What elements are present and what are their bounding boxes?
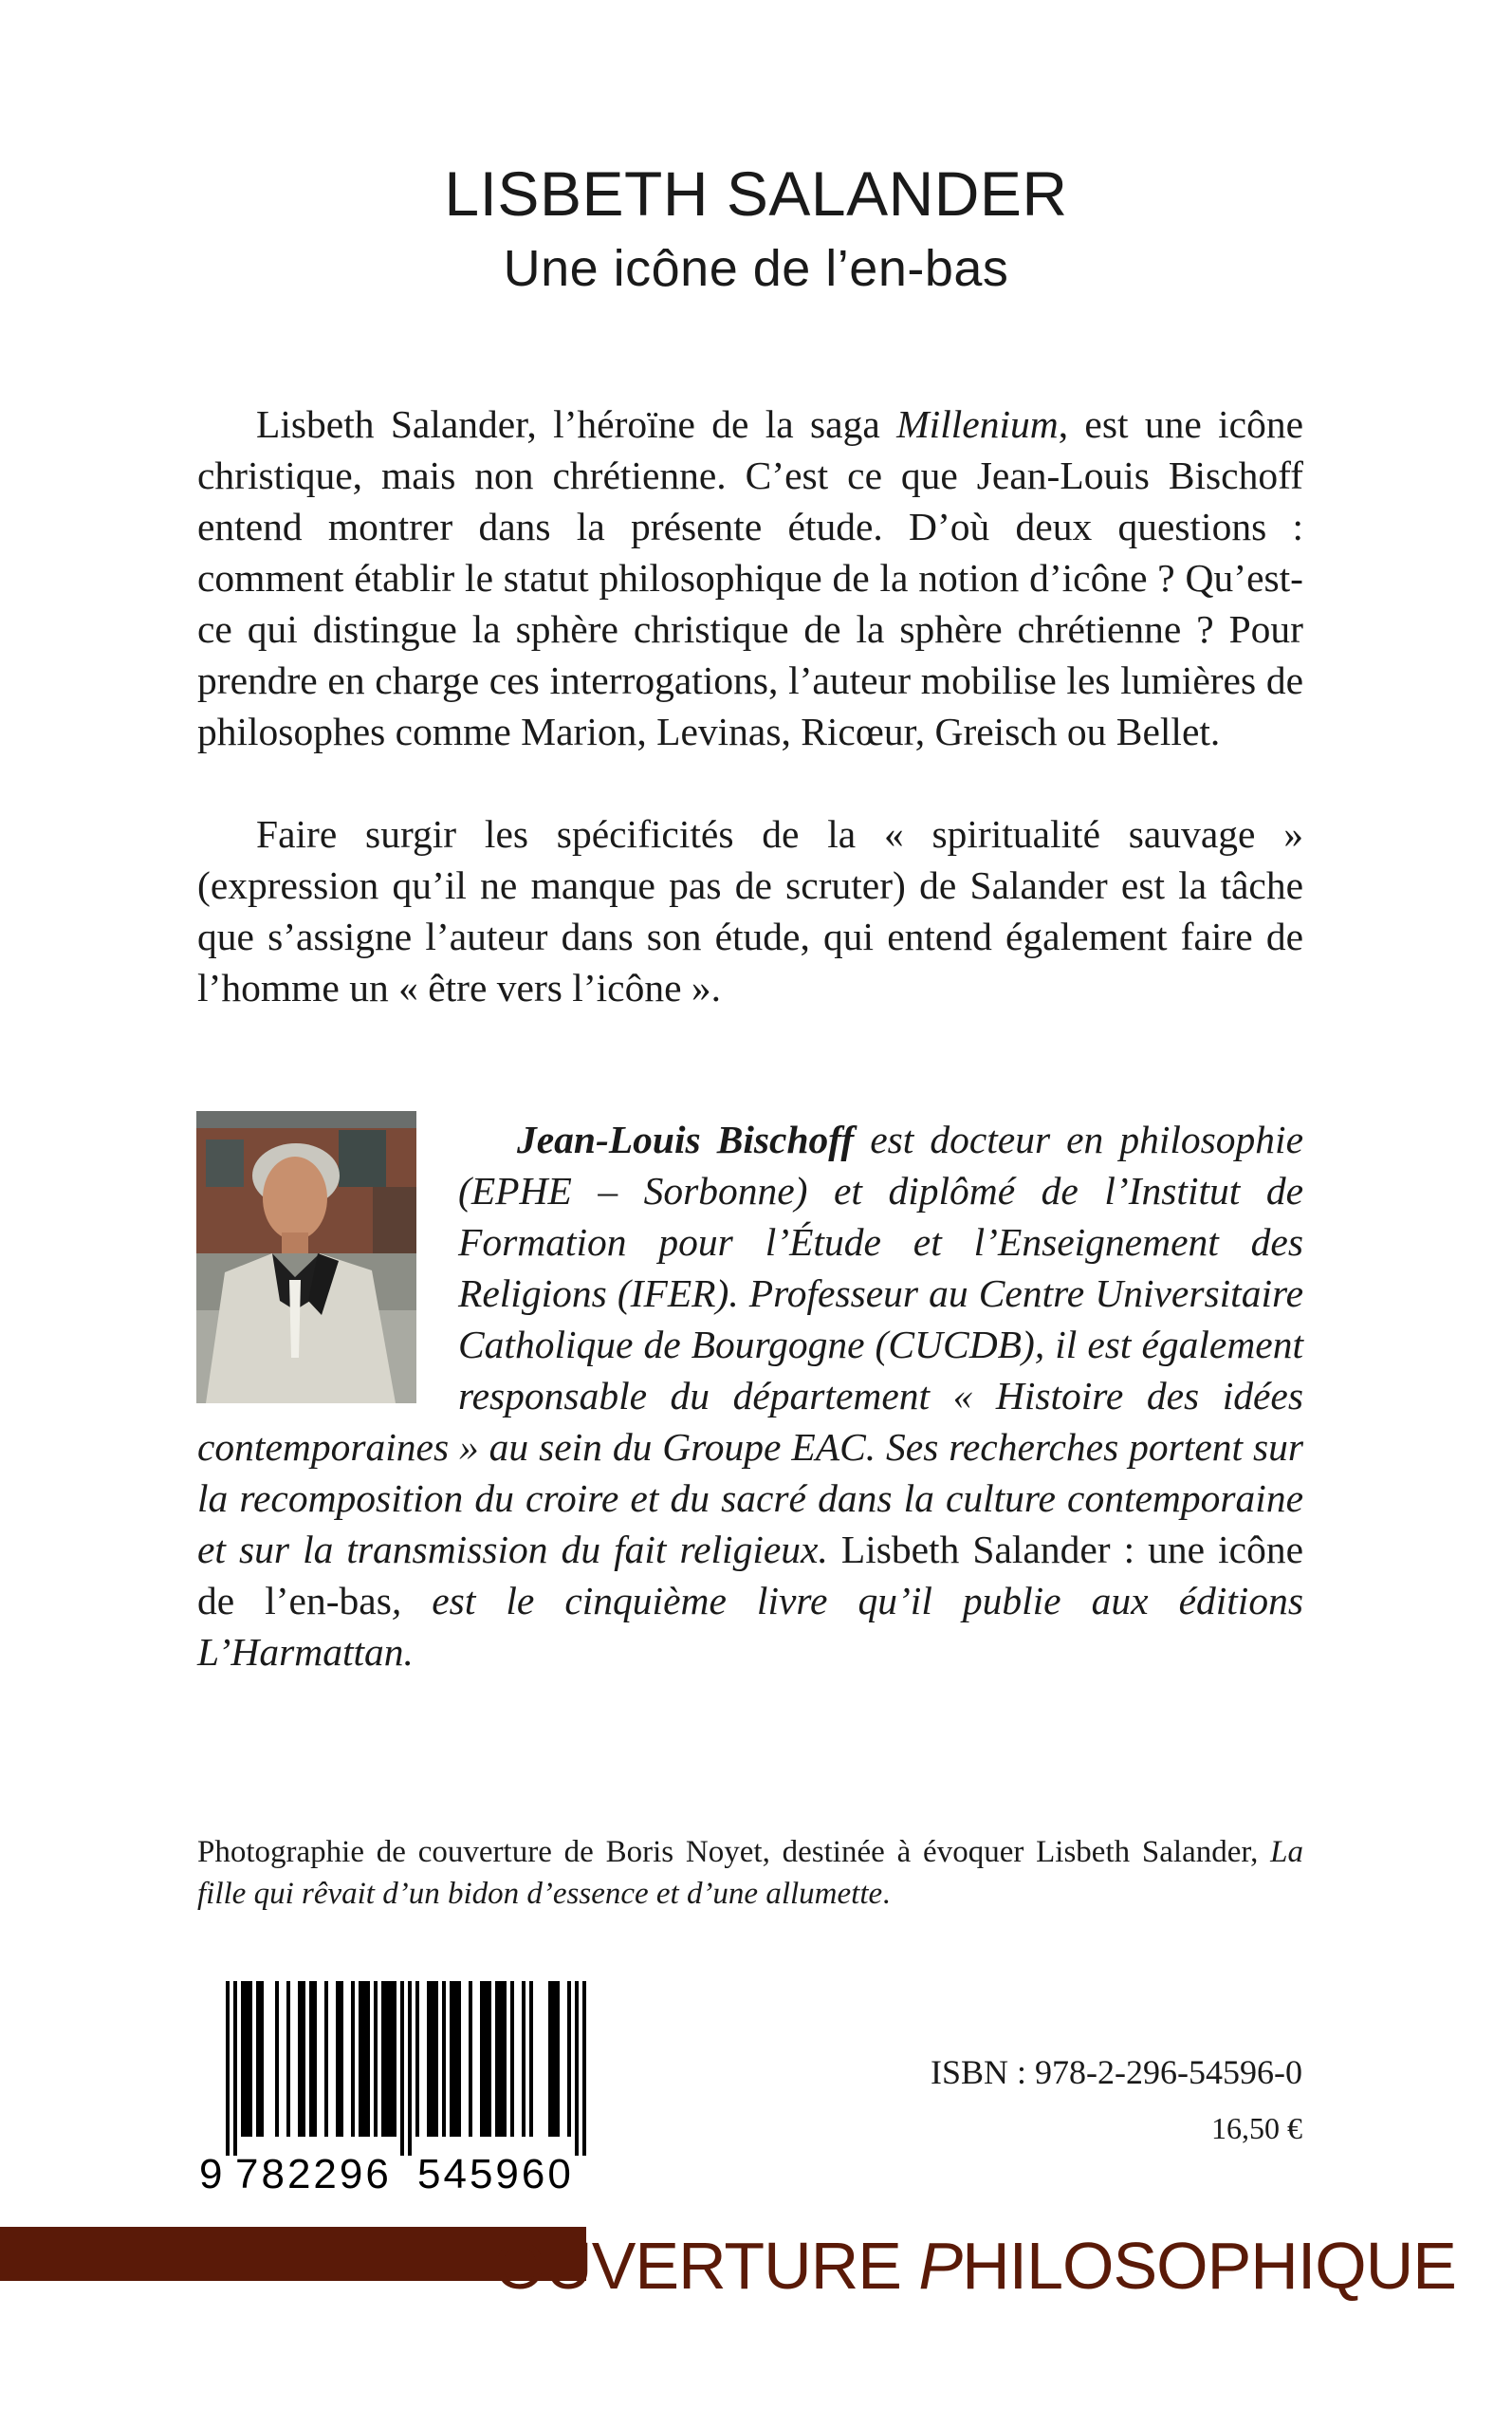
barcode-guard-bar [226, 1981, 230, 2156]
barcode-bar [431, 1981, 434, 2137]
barcode-bar [359, 1981, 362, 2137]
barcode-bar [522, 1981, 526, 2137]
barcode-bar [499, 1981, 503, 2137]
barcode-bar [548, 1981, 552, 2137]
series-name-part: HILOSOPHIQUE [962, 2229, 1456, 2303]
book-title: LISBETH SALANDER [444, 158, 1068, 229]
credit-work-title: La fille qui rêvait d’un bidon d’essence et d’une allumette [197, 1835, 1303, 1911]
barcode-bar [488, 1981, 491, 2137]
barcode-bar [393, 1981, 396, 2137]
isbn: ISBN : 978-2-296-54596-0 [931, 2053, 1302, 2091]
barcode-bar [374, 1981, 378, 2137]
barcode-bar [309, 1981, 313, 2137]
barcode-bar [503, 1981, 507, 2137]
summary-paragraph-1 [197, 398, 1303, 757]
barcode-guard-bar [582, 1981, 586, 2156]
barcode-bar [286, 1981, 290, 2137]
barcode-left-digits: 782296 [235, 2151, 392, 2196]
barcode-bar [495, 1981, 499, 2137]
barcode-bar [302, 1981, 305, 2137]
barcode-bar [275, 1981, 279, 2137]
barcode-bar [453, 1981, 457, 2137]
barcode-bar [260, 1981, 264, 2137]
barcode-first-digit: 9 [199, 2151, 223, 2196]
barcode-bar [434, 1981, 438, 2137]
summary-text: Lisbeth Salander, l’héroïne de la saga [256, 402, 897, 446]
barcode-bar [556, 1981, 560, 2137]
barcode-bar [336, 1981, 340, 2137]
barcode-bar [366, 1981, 370, 2137]
price: 16,50 € [1211, 2111, 1302, 2145]
barcode-bar [450, 1981, 453, 2137]
barcode-bar [245, 1981, 249, 2137]
credit-text: . [882, 1877, 891, 1911]
barcode-bar [484, 1981, 488, 2137]
barcode-bar [567, 1981, 571, 2137]
barcode-bar [469, 1981, 472, 2137]
barcode-bar [351, 1981, 355, 2137]
author-bio-text: , est le cinquième livre qu’il publie aux éditions L’Harmattan. [197, 1579, 1303, 1674]
barcode-bar [381, 1981, 385, 2137]
barcode-bar [241, 1981, 245, 2137]
barcode-bar [385, 1981, 389, 2137]
barcode-bar [324, 1981, 328, 2137]
author-bio [197, 1114, 1303, 1677]
author-name: Jean-Louis Bischoff [517, 1118, 855, 1161]
series-name-part: P [918, 2229, 963, 2303]
saga-title: Millenium [896, 402, 1059, 446]
barcode-bar [480, 1981, 484, 2137]
barcode-right-digits: 545960 [417, 2151, 574, 2196]
barcode-bar [340, 1981, 343, 2137]
series-name-part: OUVERTURE [493, 2229, 919, 2303]
barcode-bar [256, 1981, 260, 2137]
barcode-bar [313, 1981, 317, 2137]
barcode-bar [529, 1981, 533, 2137]
barcode-guard-bar [400, 1981, 404, 2156]
barcode-guard-bar [575, 1981, 579, 2156]
credit-text: Photographie de couverture de Boris Noyet, destinée à évoquer Lisbeth Salander, [197, 1835, 1271, 1869]
barcode-bar [427, 1981, 431, 2137]
barcode-bar [457, 1981, 461, 2137]
summary-text: , est une icône christique, mais non chrétienne. C’est ce que Jean-Louis Bischoff entend montrer dans la présente étude. D’où deux questions : comment établir le statut philosophique de la notion d’icône ? Qu’est-ce qui distingue la sphère christique de la sphère chrétienne ? Pour prendre en charge ces interrogations, l’auteur mobilise les lumières de philosophes comme Marion, Levinas, Ricœur, Greisch ou Bellet. [197, 402, 1304, 753]
barcode-bar [510, 1981, 514, 2137]
author-bio-text: est docteur en philosophie (EPHE – Sorbonne) et diplômé de l’Institut de Formation pour l’Étude et l’Enseignement des Religions (IFER). Professeur au Centre Universitaire Catholique de Bourgogne (CUCDB), il est également responsable du département « Histoire des idées contemporaines » au sein du Groupe EAC. Ses recherches portent sur la recomposition du croire et du sacré dans la culture contemporaine et sur la transmission du fait religieux. [197, 1118, 1303, 1571]
barcode-bar [415, 1981, 419, 2137]
barcode-bar [552, 1981, 556, 2137]
summary-paragraph-2: Faire surgir les spécificités de la « spiritualité sauvage » (expression qu’il ne manque pas de scruter) de Salander est la tâche que s’assigne l’auteur dans son étude, qui entend également faire de l’homme un « être vers l’icône ». [197, 812, 1303, 1010]
barcode [194, 1975, 603, 2196]
photo-credit [197, 1831, 1303, 1915]
barcode-guard-bar [233, 1981, 237, 2156]
barcode-bar [249, 1981, 252, 2137]
barcode-guard-bar [408, 1981, 412, 2156]
author-bio-book-title: Lisbeth Salander : une icône de l’en-bas [197, 1528, 1303, 1622]
series-name [494, 2228, 1456, 2304]
barcode-bar [362, 1981, 366, 2137]
barcode-bar [442, 1981, 446, 2137]
barcode-bar [389, 1981, 393, 2137]
book-subtitle: Une icône de l’en-bas [503, 240, 1009, 297]
barcode-bar [298, 1981, 302, 2137]
